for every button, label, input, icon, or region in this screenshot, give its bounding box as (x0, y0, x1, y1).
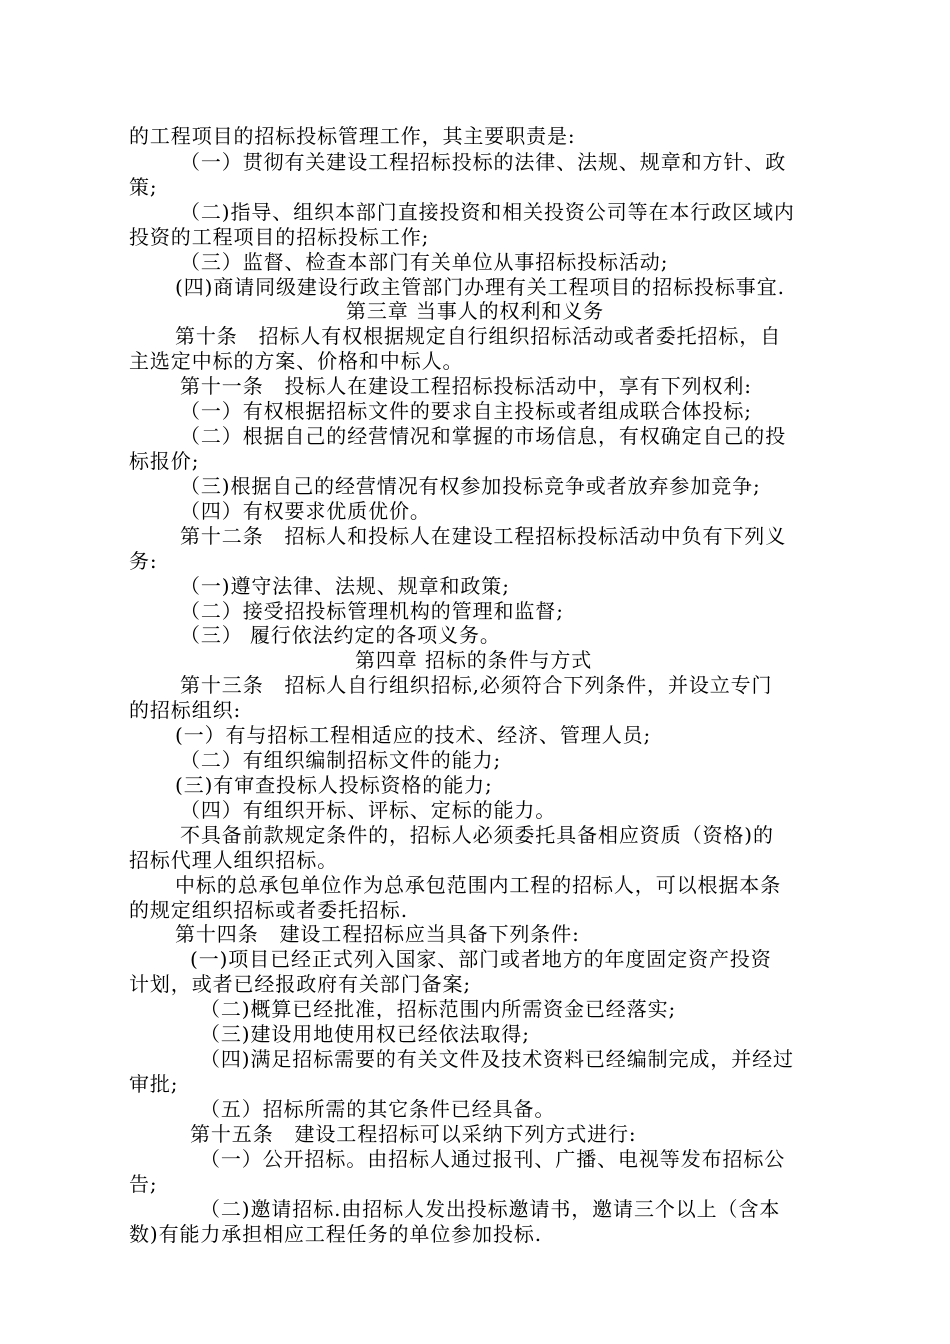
text-line: （一）有权根据招标文件的要求自主投标或者组成联合体投标; (180, 399, 752, 423)
text-line: （二）根据自己的经营情况和掌握的市场信息，有权确定自己的投 (180, 424, 787, 448)
text-line: 审批; (129, 1072, 179, 1096)
chapter-heading: 第三章 当事人的权利和义务 (346, 299, 605, 323)
text-line: (三)有审查投标人投标资格的能力; (175, 773, 493, 797)
text-line: 第十一条 投标人在建设工程招标投标活动中，享有下列权利: (180, 374, 752, 398)
text-line: （二)概算已经批准，招标范围内所需资金已经落实; (200, 997, 677, 1021)
text-line: （二)指导、组织本部门直接投资和相关投资公司等在本行政区域内 (180, 200, 795, 224)
text-line: 告; (129, 1172, 158, 1196)
text-line: （四)满足招标需要的有关文件及技术资料已经编制完成，并经过 (200, 1047, 794, 1071)
text-line: （一)遵守法律、法规、规章和政策; (180, 574, 510, 598)
text-line: 计划，或者已经报政府有关部门备案; (129, 972, 472, 996)
text-line: （一）公开招标。由招标人通过报刊、广播、电视等发布招标公 (200, 1147, 786, 1171)
text-line: (一）有与招标工程相适应的技术、经济、管理人员; (175, 723, 652, 747)
text-line: 第十二条 招标人和投标人在建设工程招标投标活动中负有下列义 (180, 524, 787, 548)
text-line: 策; (129, 175, 158, 199)
text-line: 的招标组织: (129, 698, 242, 722)
text-line: （三）监督、检查本部门有关单位从事招标投标活动; (180, 250, 669, 274)
text-line: （四）有权要求优质优价。 (180, 499, 431, 523)
text-line: 不具备前款规定条件的，招标人必须委托具备相应资质（资格)的 (180, 823, 774, 847)
text-line: （三)根据自己的经营情况有权参加投标竞争或者放弃参加竞争; (180, 474, 761, 498)
text-line: （三)建设用地使用权已经依法取得; (200, 1022, 530, 1046)
text-line: (四)商请同级建设行政主管部门办理有关工程项目的招标投标事宜. (175, 275, 785, 299)
text-line: 第十条 招标人有权根据规定自行组织招标活动或者委托招标，自 (175, 324, 782, 348)
text-line: （二）接受招投标管理机构的管理和监督; (180, 599, 564, 623)
text-line: 第十四条 建设工程招标应当具备下列条件: (175, 922, 580, 946)
text-line: （二)邀请招标.由招标人发出投标邀请书，邀请三个以上（含本 (200, 1197, 781, 1221)
text-line: 投资的工程项目的招标投标工作; (129, 225, 430, 249)
text-line: 中标的总承包单位作为总承包范围内工程的招标人，可以根据本条 (175, 873, 782, 897)
text-line: (一)项目已经正式列入国家、部门或者地方的年度固定资产投资 (190, 947, 772, 971)
text-line: （五）招标所需的其它条件已经具备。 (200, 1097, 556, 1121)
text-line: （四）有组织开标、评标、定标的能力。 (180, 798, 557, 822)
text-line: 的工程项目的招标投标管理工作，其主要职责是: (129, 124, 576, 148)
text-line: 数)有能力承担相应工程任务的单位参加投标. (129, 1222, 543, 1246)
text-line: 标报价; (129, 449, 200, 473)
text-line: 第十五条 建设工程招标可以采纳下列方式进行: (190, 1122, 637, 1146)
chapter-heading: 第四章 招标的条件与方式 (355, 648, 593, 672)
text-line: 的规定组织招标或者委托招标. (129, 898, 408, 922)
text-line: 务: (129, 549, 158, 573)
text-line: （三） 履行依法约定的各项义务。 (180, 623, 501, 647)
text-line: 第十三条 招标人自行组织招标,必须符合下列条件，并设立专门 (180, 673, 773, 697)
text-line: 主选定中标的方案、价格和中标人。 (129, 349, 464, 373)
text-line: 招标代理人组织招标。 (129, 848, 338, 872)
text-line: （一）贯彻有关建设工程招标投标的法律、法规、规章和方针、政 (180, 150, 787, 174)
text-line: （二）有组织编制招标文件的能力; (180, 748, 502, 772)
